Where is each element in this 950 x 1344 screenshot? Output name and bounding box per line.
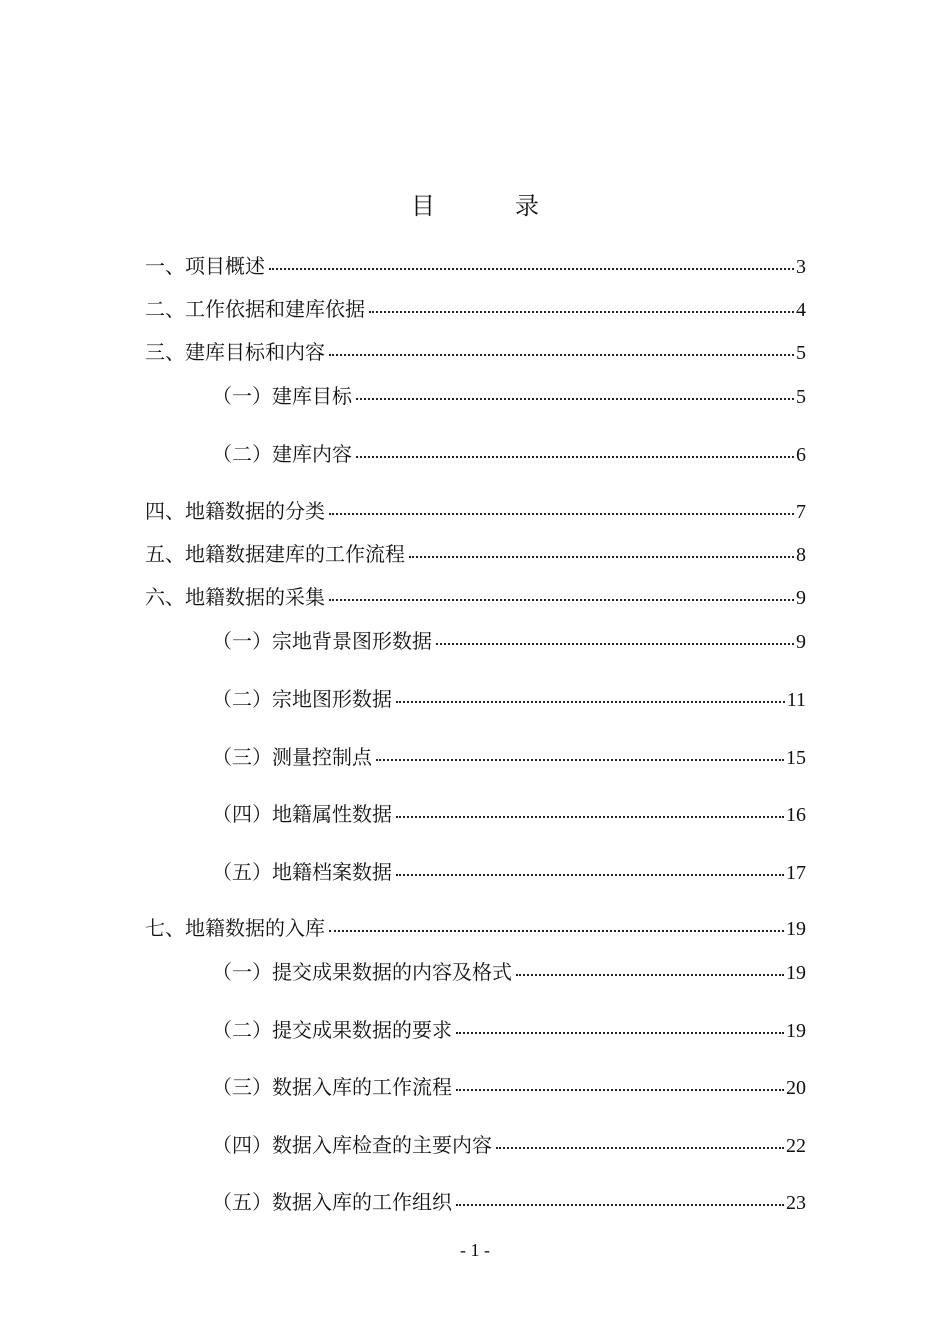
toc-entry[interactable]: [145, 538, 806, 568]
toc-dot-leader: [496, 1147, 784, 1149]
toc-entry-page: 16: [786, 804, 806, 826]
toc-entry-label: （一）宗地背景图形数据: [212, 629, 432, 653]
toc-entry-page: 19: [786, 918, 806, 940]
toc-entry-page: 8: [796, 544, 806, 566]
toc-entry[interactable]: [145, 336, 806, 366]
toc-entry-page: 3: [796, 256, 806, 278]
toc-title-left: 目: [411, 192, 435, 220]
toc-entry-page: 11: [786, 689, 806, 711]
toc-dot-leader: [396, 701, 785, 703]
toc-dot-leader: [329, 354, 794, 356]
toc-dot-leader: [396, 816, 784, 818]
toc-dot-leader: [356, 456, 794, 458]
toc-dot-leader: [456, 1204, 784, 1206]
toc-entry-label: （四）地籍属性数据: [212, 802, 392, 826]
toc-entry-page: 19: [786, 962, 806, 984]
toc-subentry[interactable]: [212, 1014, 806, 1044]
toc-entry-page: 9: [796, 587, 806, 609]
toc-entry[interactable]: [145, 293, 806, 323]
toc-entry-page: 17: [786, 862, 806, 884]
toc-subentry[interactable]: [212, 856, 806, 886]
toc-entry-label: （一）提交成果数据的内容及格式: [212, 960, 512, 984]
toc-entry-label: 六、地籍数据的采集: [145, 585, 325, 609]
toc-entry-page: 7: [796, 501, 806, 523]
toc-subentry[interactable]: [212, 798, 806, 828]
toc-dot-leader: [329, 513, 794, 515]
toc-entry-page: 5: [796, 386, 806, 408]
toc-entry[interactable]: [145, 495, 806, 525]
toc-subentry[interactable]: [212, 1129, 806, 1159]
toc-dot-leader: [356, 398, 794, 400]
toc-entry-label: 一、项目概述: [145, 254, 265, 278]
toc-subentry[interactable]: [212, 683, 806, 713]
toc-dot-leader: [456, 1089, 784, 1091]
page-number: - 1 -: [460, 1240, 490, 1260]
toc-entry-page: 19: [786, 1020, 806, 1042]
toc-entry-page: 4: [796, 299, 806, 321]
toc-dot-leader: [329, 599, 794, 601]
toc-entry-label: （二）提交成果数据的要求: [212, 1018, 452, 1042]
toc-entry-label: 三、建库目标和内容: [145, 340, 325, 364]
toc-entry-label: （二）宗地图形数据: [212, 687, 392, 711]
toc-entry-label: （二）建库内容: [212, 442, 352, 466]
toc-subentry[interactable]: [212, 741, 806, 771]
toc-entry-page: 22: [786, 1135, 806, 1157]
toc-entry-label: （五）数据入库的工作组织: [212, 1190, 452, 1214]
toc-entry-label: （三）测量控制点: [212, 745, 372, 769]
toc-dot-leader: [376, 759, 784, 761]
toc-entry[interactable]: [145, 912, 806, 942]
toc-entry-label: （一）建库目标: [212, 384, 352, 408]
toc-entry-label: （四）数据入库检查的主要内容: [212, 1133, 492, 1157]
toc-dot-leader: [269, 268, 794, 270]
toc-entry-label: 二、工作依据和建库依据: [145, 297, 365, 321]
toc-entry-label: 四、地籍数据的分类: [145, 499, 325, 523]
toc-entry-page: 6: [796, 444, 806, 466]
toc-entry-page: 5: [796, 342, 806, 364]
toc-dot-leader: [329, 930, 784, 932]
toc-subentry[interactable]: [212, 1186, 806, 1216]
toc-subentry[interactable]: [212, 380, 806, 410]
toc-entry-page: 20: [786, 1077, 806, 1099]
toc-dot-leader: [369, 311, 794, 313]
toc-title-right: 录: [515, 192, 539, 220]
toc-dot-leader: [436, 643, 794, 645]
toc-dot-leader: [396, 874, 784, 876]
toc-entry-label: 五、地籍数据建库的工作流程: [145, 542, 405, 566]
toc-dot-leader: [516, 974, 784, 976]
toc-entry-page: 9: [796, 631, 806, 653]
toc-entry[interactable]: [145, 581, 806, 611]
toc-subentry[interactable]: [212, 625, 806, 655]
toc-subentry[interactable]: [212, 956, 806, 986]
toc-entry-label: 七、地籍数据的入库: [145, 916, 325, 940]
toc-entry-page: 23: [786, 1192, 806, 1214]
toc-subentry[interactable]: [212, 438, 806, 468]
toc-dot-leader: [409, 556, 794, 558]
toc-entry-label: （五）地籍档案数据: [212, 860, 392, 884]
toc-entry[interactable]: [145, 250, 806, 280]
toc-subentry[interactable]: [212, 1071, 806, 1101]
toc-dot-leader: [456, 1032, 784, 1034]
toc-entry-page: 15: [786, 747, 806, 769]
toc-entry-label: （三）数据入库的工作流程: [212, 1075, 452, 1099]
